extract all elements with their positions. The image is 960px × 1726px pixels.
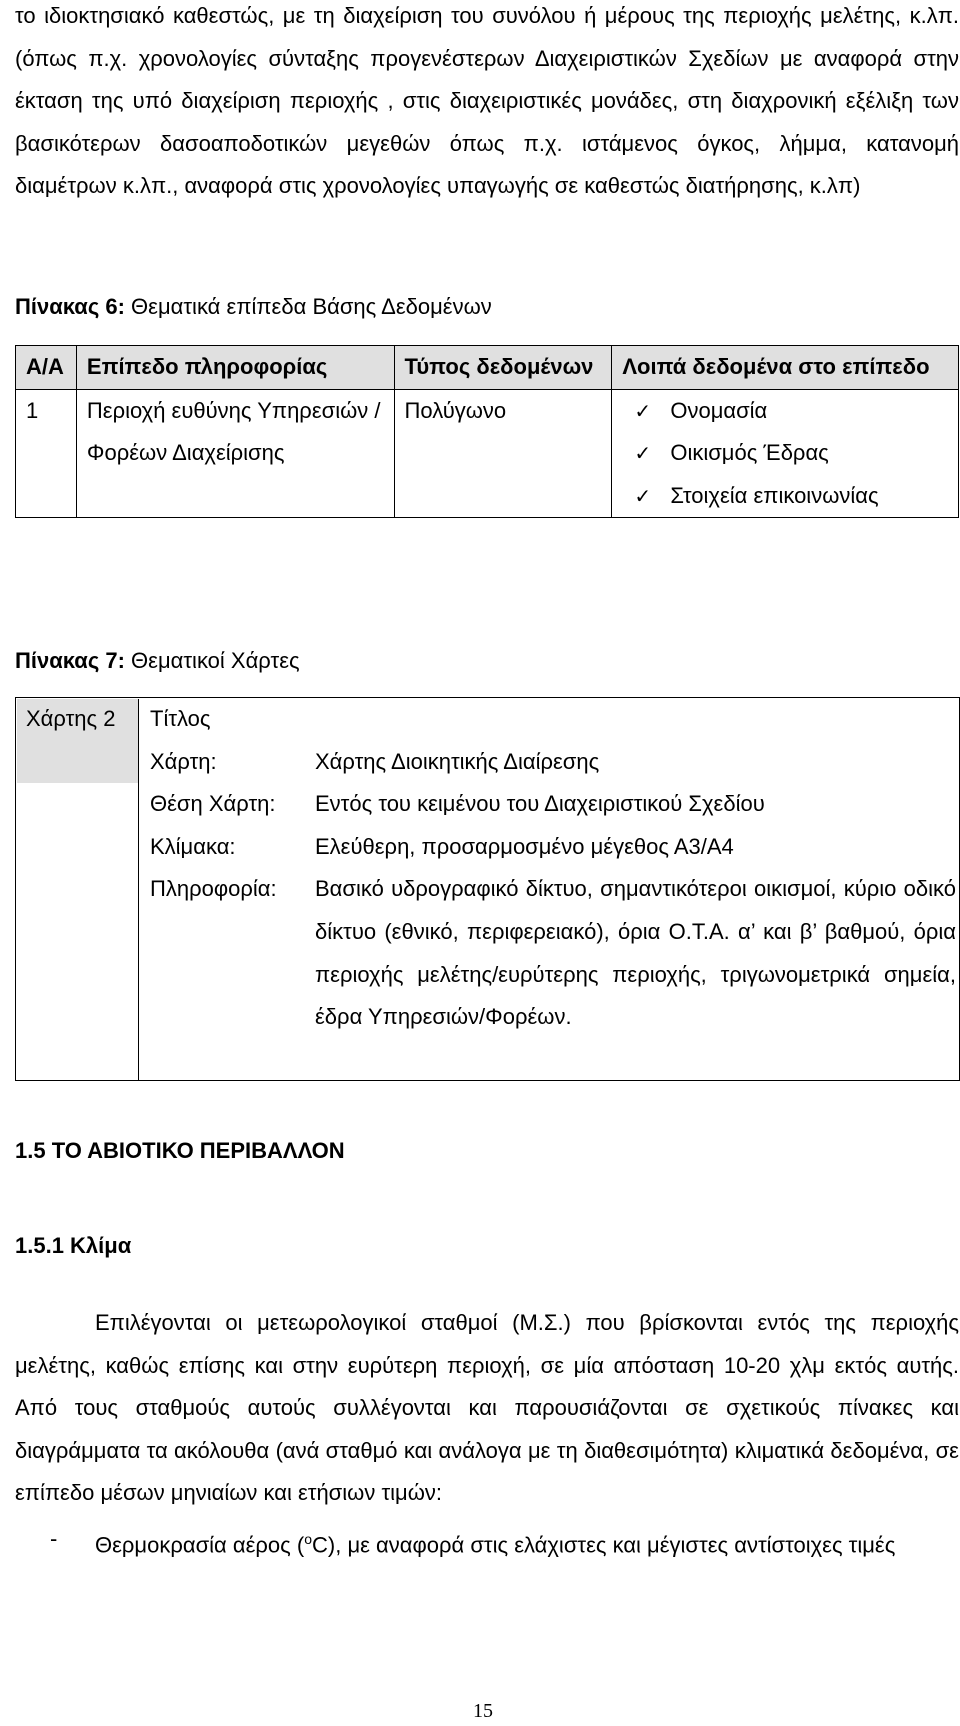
table-row [150,868,958,1038]
table6-other-item: Ονομασία [670,397,768,423]
table-row [150,783,958,826]
page-number: 15 [473,1700,493,1722]
table7-caption [15,646,300,676]
list-text-sup: ο [304,1531,312,1547]
body-paragraph: Επιλέγονται οι μετεωρολογικοί σταθμοί (Μ.Σ.) που βρίσκονται εντός της περιοχής μελέτης, καθώς επίσης και στην ευρύτερη περιοχή, σε μία απόσταση 10-20 χλμ εκτός αυτής. Από τους σταθμούς αυτούς συλλέγονται και παρουσιάζονται σε σχετικούς πίνακες και διαγράμματα τα ακόλουθα (ανά σταθμό και ανάλογα με τη διαθεσιμότητα) κλιματικά δεδομένα, σε επίπεδο μέσων μηνιαίων και ετήσιων τιμών: [15,1310,959,1506]
table7-caption-label: Πίνακας 7: [15,648,125,673]
intro-paragraph: το ιδιοκτησιακό καθεστώς, με τη διαχείριση του συνόλου ή μέρους της περιοχής μελέτης, κ.λπ. (όπως π.χ. χρονολογίες σύνταξης προγενέστερων Διαχειριστικών Σχεδίων με αναφορά στην έκταση της υπό διαχείριση περιοχής , στις διαχειριστικές μονάδες, στη διαχρονική εξέλιξη των βασικότερων δασοαποδοτικών μεγεθών όπως π.χ. ιστάμενος όγκος, λήμμα, κατανομή διαμέτρων κ.λπ., αναφορά στις χρονολογίες υπαγωγής σε καθεστώς διατήρησης, κ.λπ) [15,3,959,199]
table7-rows [150,698,958,1039]
table-row [150,741,958,784]
table6-cell-level: Περιοχή ευθύνης Υπηρεσιών / Φορέων Διαχείρισης [76,389,394,518]
table6-header-other: Λοιπά δεδομένα στο επίπεδο [612,346,959,390]
table6-header-row [16,346,959,390]
table6-header-type: Τύπος δεδομένων [394,346,612,390]
table6-header-level: Επίπεδο πληροφορίας [76,346,394,390]
table7-value: Βασικό υδρογραφικό δίκτυο, σημαντικότεροι οικισμοί, κύριο οδικό δίκτυο (εθνικό, περιφερειακό), όρια Ο.Τ.Α. α’ και β’ βαθμού, όρια περιοχής μελέτης/ευρύτερης περιοχής, τριγωνομετρικά σημεία, έδρα Υπηρεσιών/Φορέων. [315,876,956,1030]
section-heading: 1.5 ΤΟ ΑΒΙΟΤΙΚΟ ΠΕΡΙΒΑΛΛΟΝ [15,1138,345,1163]
table6-caption-label: Πίνακας 6: [15,294,125,319]
table7-key: Κλίμακα: [150,833,236,859]
table6-cell-other [612,389,959,518]
table7-value: Χάρτης Διοικητικής Διαίρεσης [315,748,600,774]
table7-key: Τίτλος [150,706,211,731]
table6-cell-type: Πολύγωνο [394,389,612,518]
list-item-text [95,1518,959,1567]
table7-key: Πληροφορία: [150,876,277,902]
table7-value [315,698,958,741]
subsection-heading: 1.5.1 Κλίμα [15,1233,132,1258]
checkmark-icon: ✓ [634,398,652,423]
table7-caption-text: Θεματικοί Χάρτες [124,648,300,673]
list-item [622,475,958,518]
table-row [150,826,958,869]
table-row [150,698,958,741]
list-item [622,432,958,475]
table6-cell-aa: 1 [16,389,77,518]
table6-caption-text: Θεματικά επίπεδα Βάσης Δεδομένων [124,294,492,319]
checkmark-icon: ✓ [634,483,652,508]
table-row [16,389,959,518]
checkmark-icon: ✓ [634,441,652,466]
table6-header-aa: Α/Α [16,346,77,390]
table7-key: Χάρτη: [150,748,217,774]
table7 [15,697,960,1081]
table7-left-column [17,699,139,1081]
table7-map-label: Χάρτης 2 [26,706,116,731]
list-item [15,1518,959,1567]
table6-other-item: Οικισμός Έδρας [670,440,829,466]
table7-value: Ελεύθερη, προσαρμοσμένο μέγεθος Α3/Α4 [315,833,734,859]
list-text-after: C), με αναφορά στις ελάχιστες και μέγιστες αντίστοιχες τιμές [312,1532,896,1558]
table7-key: Θέση Χάρτη: [150,791,276,817]
table6-other-item: Στοιχεία επικοινωνίας [670,482,879,508]
list-text-before: Θερμοκρασία αέρος ( [95,1532,305,1558]
table6-caption [15,292,492,322]
list-item [622,390,958,433]
table7-value: Εντός του κειμένου του Διαχειριστικού Σχεδίου [315,791,765,817]
table6-other-list [622,390,958,518]
list-dash: - [50,1526,58,1551]
table6 [15,345,959,518]
